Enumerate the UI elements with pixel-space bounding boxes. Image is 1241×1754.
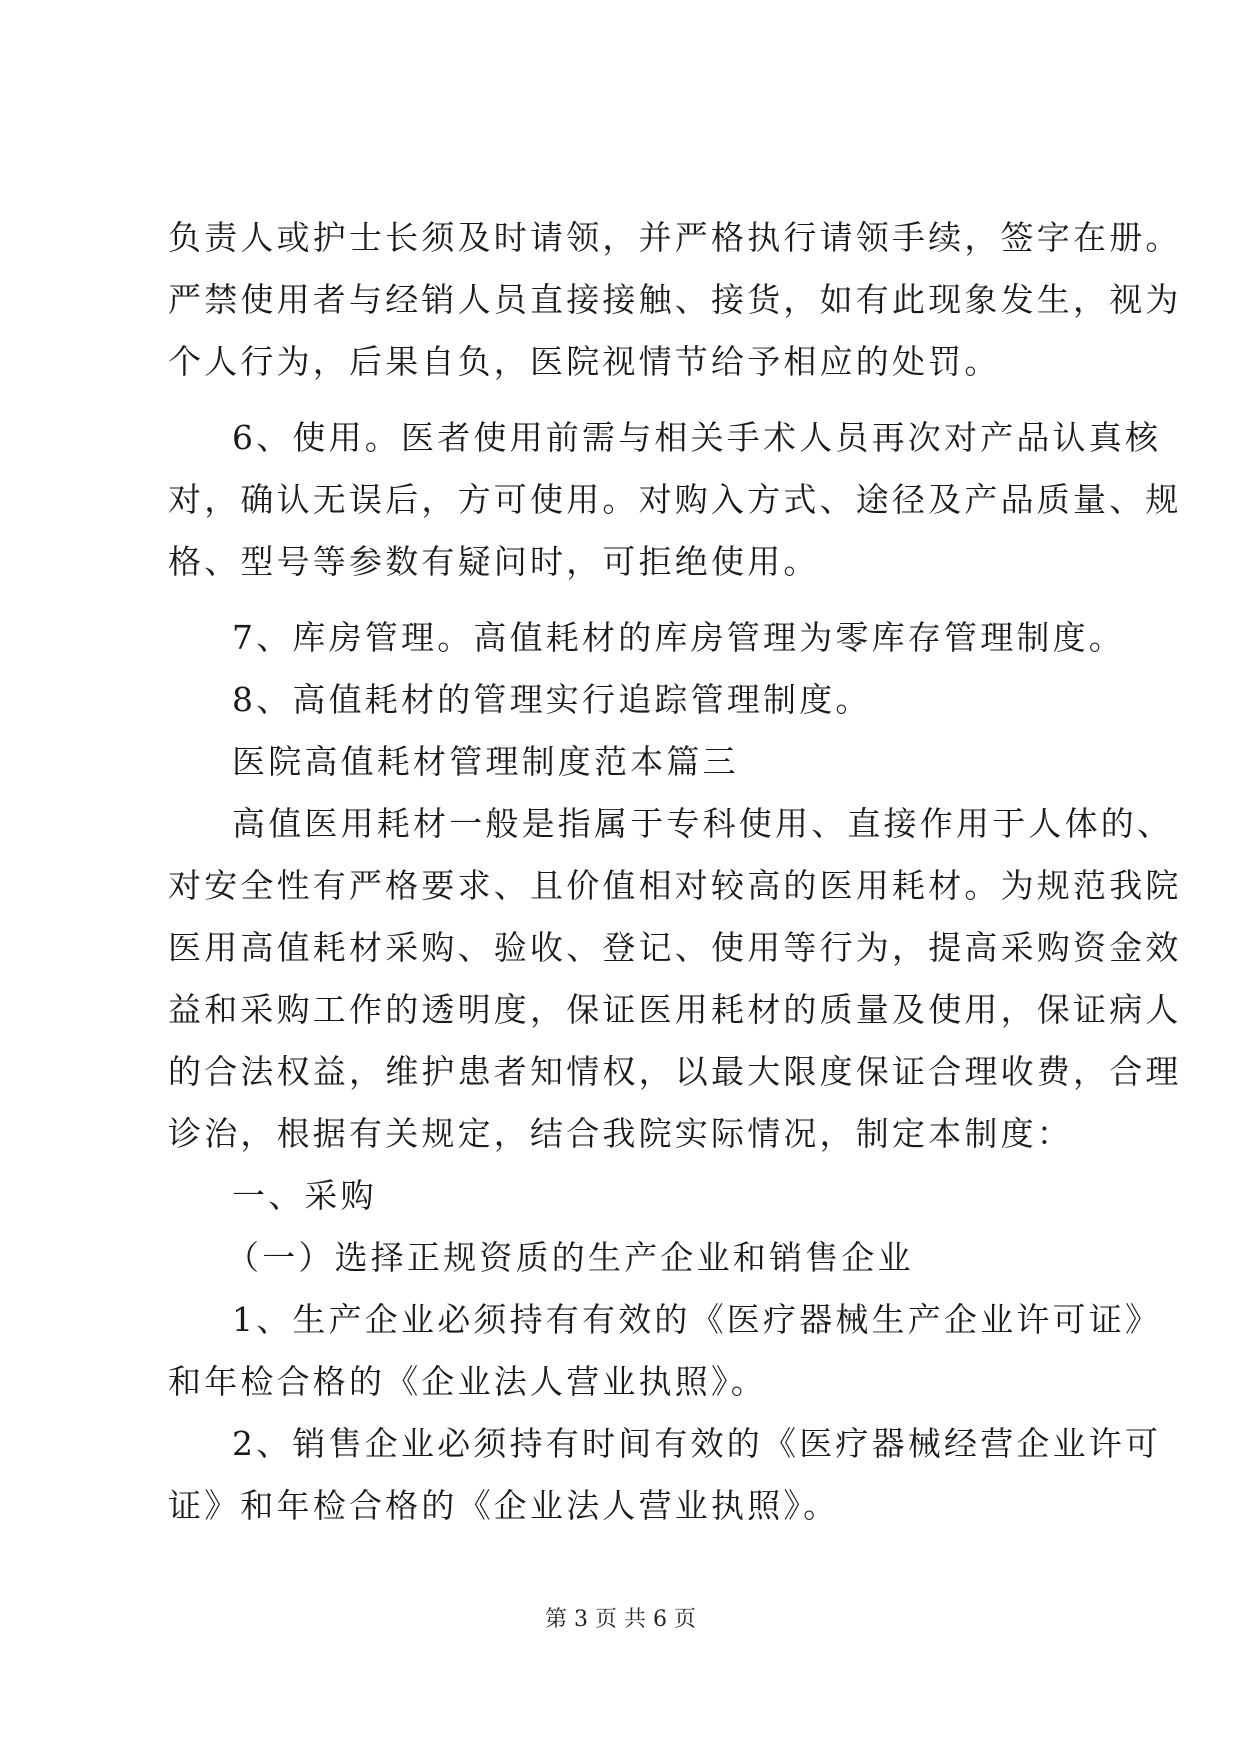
text-line: 7、库房管理。高值耗材的库房管理为零库存管理制度。 <box>232 618 1125 657</box>
text-line: 对安全性有严格要求、且价值相对较高的医用耗材。为规范我院 <box>168 866 1182 905</box>
text-line: 高值医用耗材一般是指属于专科使用、直接作用于人体的、 <box>232 804 1174 843</box>
text-line: 2、销售企业必须持有时间有效的《医疗器械经营企业许可 <box>232 1424 1162 1463</box>
text-line: 个人行为，后果自负，医院视情节给予相应的处罚。 <box>168 342 1001 381</box>
text-line: 严禁使用者与经销人员直接接触、接货，如有此现象发生，视为 <box>168 280 1182 319</box>
text-line: 医用高值耗材采购、验收、登记、使用等行为，提高采购资金效 <box>168 928 1182 967</box>
text-line: 6、使用。医者使用前需与相关手术人员再次对产品认真核 <box>232 418 1162 457</box>
text-line: 8、高值耗材的管理实行追踪管理制度。 <box>232 680 872 719</box>
text-line: 对，确认无误后，方可使用。对购入方式、途径及产品质量、规 <box>168 480 1182 519</box>
text-line: 负责人或护士长须及时请领，并严格执行请领手续，签字在册。 <box>168 218 1182 257</box>
page-number-footer: 第 3 页 共 6 页 <box>545 1607 696 1632</box>
text-line: 1、生产企业必须持有有效的《医疗器械生产企业许可证》 <box>232 1300 1162 1339</box>
section-heading: 医院高值耗材管理制度范本篇三 <box>232 742 739 781</box>
subsection-heading: 一、采购 <box>232 1176 377 1215</box>
subsection-heading: （一）选择正规资质的生产企业和销售企业 <box>226 1238 914 1277</box>
text-line: 格、型号等参数有疑问时，可拒绝使用。 <box>168 542 820 581</box>
text-line: 诊治，根据有关规定，结合我院实际情况，制定本制度： <box>168 1114 1073 1153</box>
text-line: 的合法权益，维护患者知情权，以最大限度保证合理收费，合理 <box>168 1052 1182 1091</box>
text-line: 和年检合格的《企业法人营业执照》。 <box>168 1362 767 1401</box>
text-line: 益和采购工作的透明度，保证医用耗材的质量及使用，保证病人 <box>168 990 1182 1029</box>
text-line: 证》和年检合格的《企业法人营业执照》。 <box>168 1486 840 1525</box>
